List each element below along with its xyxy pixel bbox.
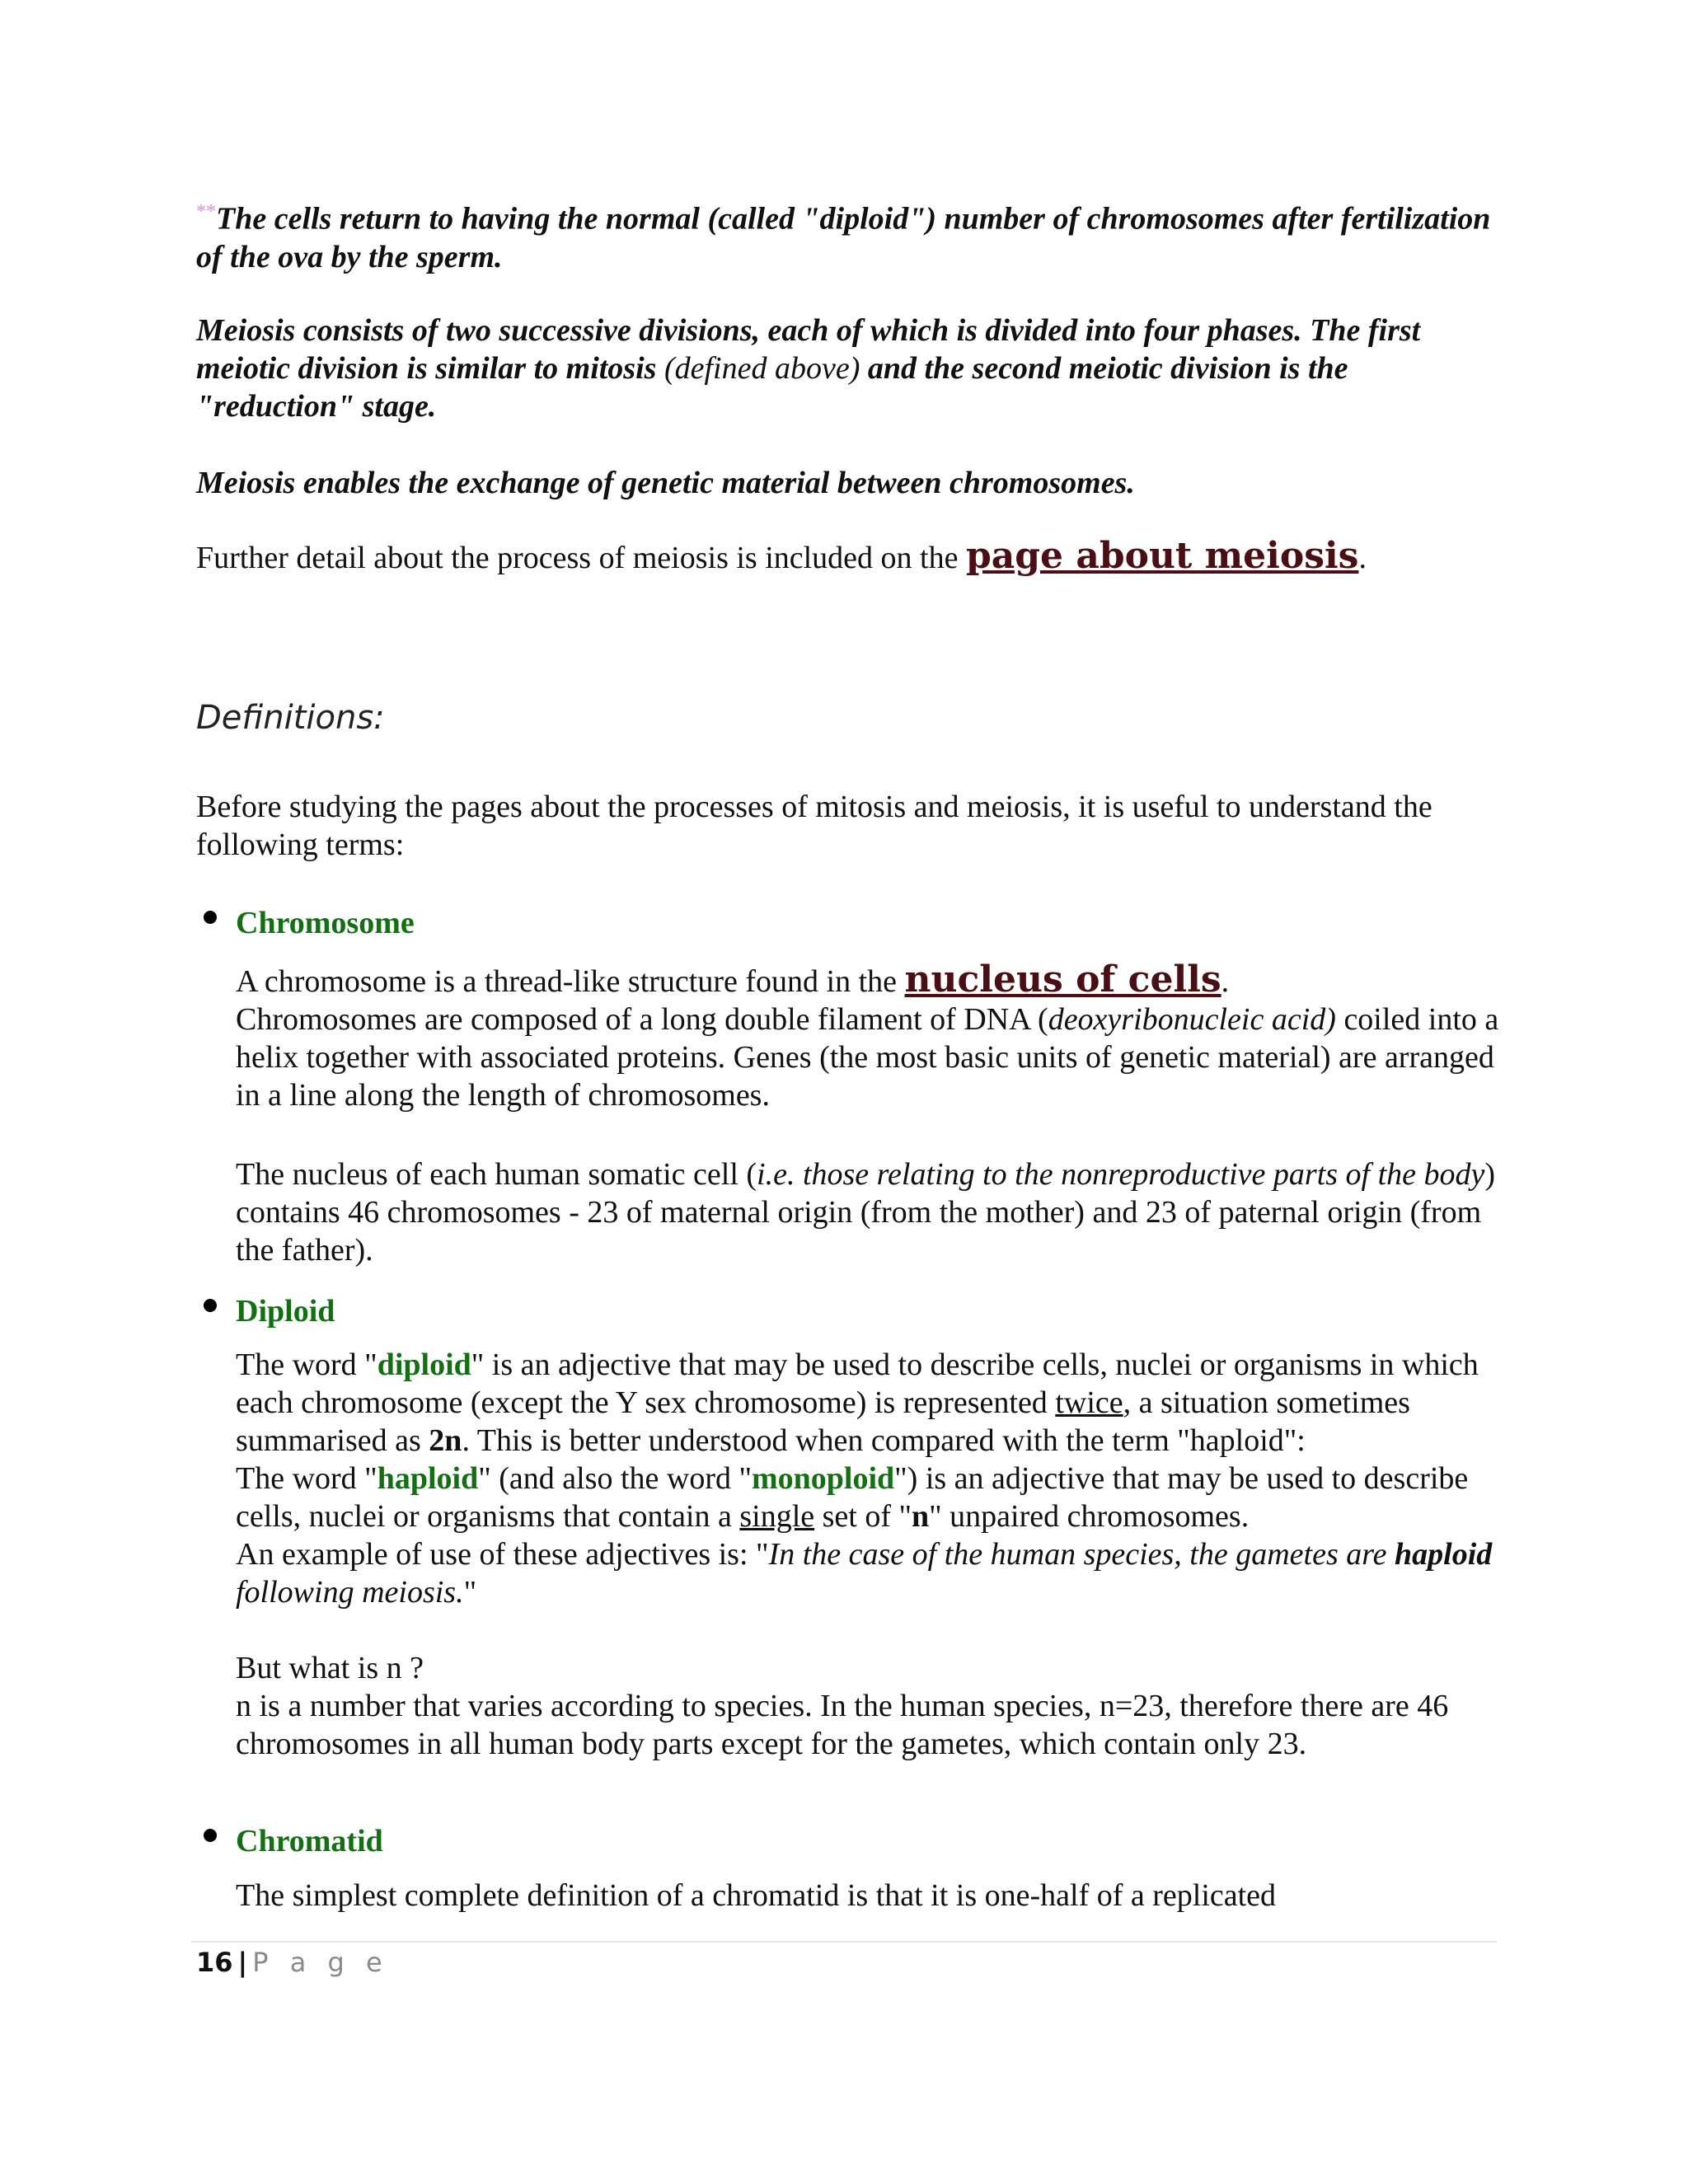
example-text-c1: An example of use of these adjectives is: " — [236, 1537, 769, 1572]
definitions-heading: Definitions: — [196, 699, 385, 737]
chromosome-line1-period: . — [1221, 964, 1230, 999]
chromosome-definition — [236, 958, 1505, 1114]
term-title-chromatid: Chromatid — [236, 1824, 383, 1858]
fertilization-paragraph — [196, 193, 1498, 276]
two-n-text: 2n — [429, 1423, 462, 1458]
example-italic-1: In the case of the human species, the gametes are — [768, 1537, 1395, 1572]
nucleus-of-cells-link[interactable]: nucleus of cells — [904, 958, 1221, 1001]
further-detail-text: Further detail about the process of meiosis is included on the — [196, 541, 966, 575]
diploid-text-a2: " is an adjective that may be used to describe cells, nuclei or organisms in which each chromosome (except the Y sex chromosome) is represented — [236, 1347, 1479, 1420]
bullet-icon — [204, 911, 217, 924]
monoploid-word: monoploid — [752, 1461, 895, 1496]
page-about-meiosis-link[interactable]: page about meiosis — [965, 535, 1359, 577]
somatic-text-a: The nucleus of each human somatic cell ( — [236, 1157, 757, 1192]
term-title-chromosome: Chromosome — [236, 906, 415, 940]
example-italic-2: following meiosis. — [236, 1575, 464, 1610]
what-is-n-answer: n is a number that varies according to species. In the human species, n=23, therefore there are 46 chromosomes in all human body parts except for the gametes, which contain only 23. — [236, 1689, 1449, 1761]
meiosis-divisions-text-a: Meiosis consists of two successive divisions, each of which is divided into four phases. The first meiotic division is similar to mitosis — [196, 313, 1421, 386]
haploid-text-b2: " (and also the word " — [478, 1461, 752, 1496]
somatic-text-b: ) contains 46 chromosomes - 23 of maternal origin (from the mother) and 23 of paternal origin (from the father). — [236, 1157, 1496, 1268]
meiosis-exchange-text: Meiosis enables the exchange of genetic material between chromosomes. — [196, 466, 1135, 500]
n-letter: n — [912, 1499, 930, 1534]
meiosis-divisions-paragraph — [196, 312, 1498, 425]
meiosis-exchange-paragraph — [196, 464, 1498, 502]
definitions-intro: Before studying the pages about the processes of mitosis and meiosis, it is useful to understand the following terms: — [196, 790, 1432, 862]
footer-separator: | — [237, 1947, 248, 1978]
term-title-diploid: Diploid — [236, 1294, 335, 1329]
footer-divider — [191, 1941, 1497, 1943]
page-label: P a g e — [252, 1947, 389, 1978]
haploid-paragraph — [236, 1460, 1505, 1535]
diploid-text-a4: . This is better understood when compared with the term "haploid": — [462, 1423, 1306, 1458]
diploid-paragraph — [236, 1346, 1505, 1460]
chromosome-somatic-paragraph — [236, 1155, 1505, 1269]
chromosome-genes-text: coiled into a helix together with associated proteins. Genes (the most basic units of genetic material) are arranged in a line along the length of chromosomes. — [236, 1002, 1499, 1113]
haploid-text-b1: The word " — [236, 1461, 377, 1496]
dna-expansion-text: deoxyribonucleic acid) — [1048, 1002, 1336, 1037]
meiosis-divisions-text-b: and the second meiotic division is the "reduction" stage. — [196, 351, 1348, 424]
diploid-text-a3: , a situation sometimes summarised as — [236, 1385, 1410, 1458]
further-detail-period: . — [1358, 541, 1367, 575]
page-number: 16 — [196, 1947, 233, 1978]
haploid-text-b3: ") is an adjective that may be used to describe cells, nuclei or organisms that contain a — [236, 1461, 1469, 1534]
footnote-stars: ** — [196, 201, 216, 223]
chromosome-dna-text: Chromosomes are composed of a long double filament of DNA ( — [236, 1002, 1048, 1037]
haploid-text-b4: set of " — [814, 1499, 912, 1534]
page-footer — [196, 1947, 389, 1978]
diploid-definition — [236, 1346, 1505, 1763]
twice-word: twice — [1055, 1385, 1123, 1420]
fertilization-text: The cells return to having the normal (called "diploid") number of chromosomes after fertilization of the ova by the sperm. — [196, 201, 1491, 274]
haploid-word: haploid — [377, 1461, 479, 1496]
single-word: single — [739, 1499, 815, 1534]
defined-above-text: (defined above) — [656, 351, 868, 386]
example-close-quote: " — [463, 1575, 477, 1610]
diploid-text-a1: The word " — [236, 1347, 377, 1382]
diploid-word: diploid — [377, 1347, 471, 1382]
chromosome-line1-text: A chromosome is a thread-like structure found in the — [236, 964, 905, 999]
haploid-bold-italic: haploid — [1395, 1537, 1493, 1572]
somatic-italic-text: i.e. those relating to the nonreproductive parts of the body — [757, 1157, 1485, 1192]
chromatid-definition: The simplest complete definition of a chromatid is that it is one-half of a replicated — [236, 1878, 1277, 1913]
further-detail-paragraph — [196, 537, 1498, 577]
haploid-text-b5: " unpaired chromosomes. — [929, 1499, 1250, 1534]
bullet-icon — [204, 1829, 217, 1842]
example-paragraph — [236, 1535, 1505, 1611]
what-is-n-question: But what is n ? — [236, 1651, 424, 1685]
bullet-icon — [204, 1299, 217, 1312]
